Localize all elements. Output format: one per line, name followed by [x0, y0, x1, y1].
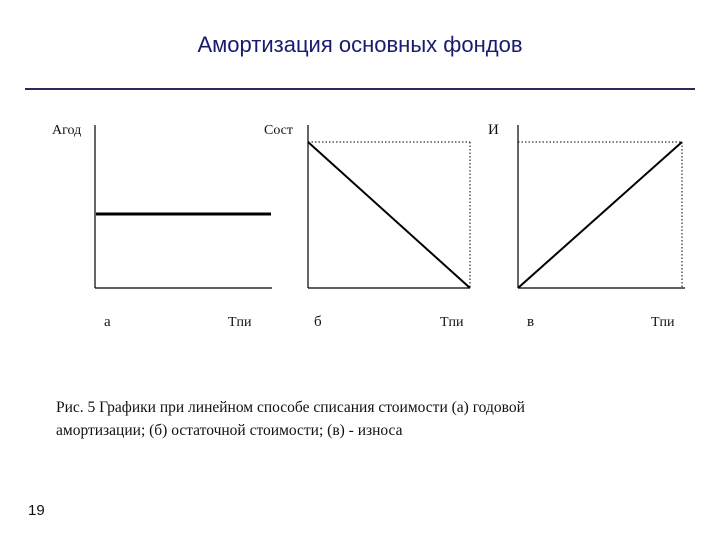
slide-title: Амортизация основных фондов: [197, 32, 523, 57]
graph-residual-value: [264, 123, 470, 330]
graph-b-x-label: б: [314, 314, 322, 330]
graph-v-x-label: в: [527, 314, 535, 330]
graph-a-y-label: Aгод: [52, 123, 82, 138]
caption-line-2: амортизации; (б) остаточной стоимости; (в) - износа: [56, 422, 403, 439]
graph-v-y-label: И: [488, 122, 499, 138]
caption-line-1: Рис. 5 Графики при линейном способе списания стоимости (а) годовой: [56, 399, 525, 416]
graph-a-x-label: а: [104, 314, 111, 330]
graph-b-decreasing-line: [308, 142, 470, 288]
graph-b-y-label: Cост: [264, 123, 294, 138]
graph-annual-amortization: [52, 123, 272, 330]
graph-b-end-label: Tпи: [440, 315, 464, 330]
graph-wear: [488, 122, 685, 330]
figure-caption: [56, 396, 656, 442]
graph-a-end-label: Tпи: [228, 315, 252, 330]
graph-v-end-label: Tпи: [651, 315, 675, 330]
graph-v-increasing-line: [518, 142, 682, 288]
page-number: 19: [28, 502, 45, 519]
